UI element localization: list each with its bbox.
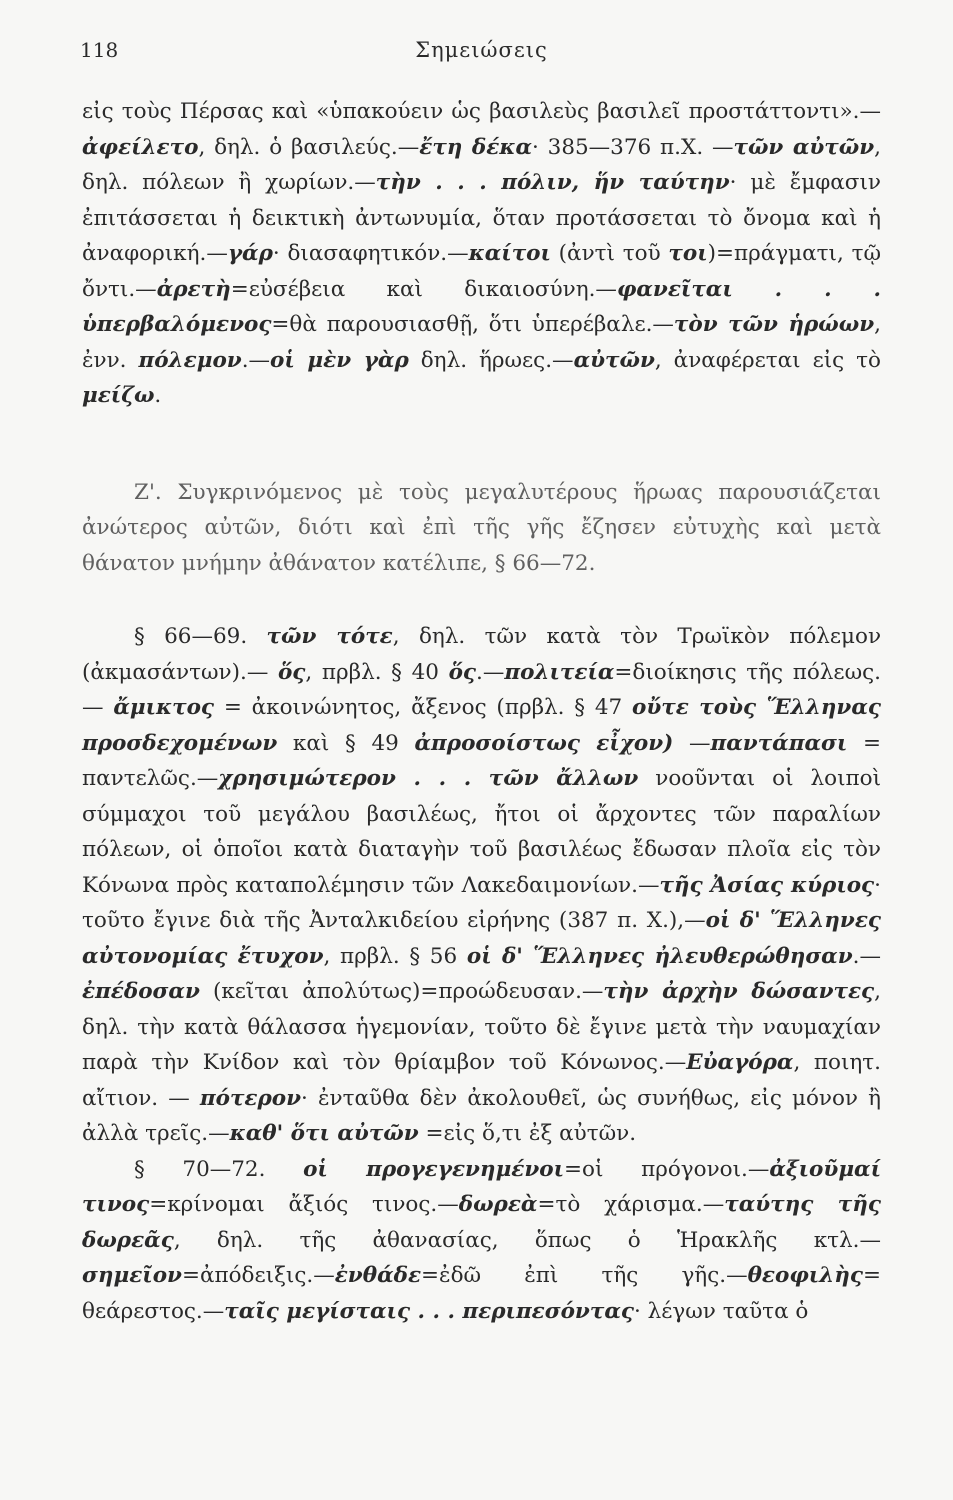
lemma-term: πόλεμον (138, 347, 242, 373)
gloss-text: , δηλ. πόλεων ἢ χωρίων.— (82, 134, 881, 195)
gloss-text: δηλ. ἥρωες.— (408, 347, 574, 373)
lemma-term: γάρ (227, 241, 273, 266)
gloss-text: , ἐνν. (82, 312, 881, 373)
gloss-text: · ἐνταῦθα δὲν ἀκολουθεῖ, ὡς συνήθως, εἰς μόνον ἢ ἀλλὰ τρεῖς.— (82, 1085, 881, 1146)
lemma-term: ὅς (448, 659, 477, 685)
lemma-term: ἀξιοῦμαί τινος (82, 1156, 882, 1217)
lemma-term: τοι (668, 241, 708, 266)
lemma-term: οἱ μὲν γὰρ (270, 347, 409, 373)
lemma-term: ταῖς μεγίσταις . . . περιπεσόντας (224, 1298, 634, 1324)
lemma-term: ταύτης τῆς δωρεᾶς (82, 1192, 881, 1253)
lemma-term: ἐνθάδε (334, 1263, 422, 1288)
gloss-text: = παντελῶς.— (82, 730, 881, 791)
gloss-text: =εἰς ὅ,τι ἐξ αὐτῶν. (418, 1121, 637, 1146)
lemma-term: οὔτε τοὺς Ἕλληνας προσδεχομένων (82, 695, 881, 756)
lemma-term: οἱ δ' Ἕλληνες ἠλευθερώθησαν (466, 943, 853, 969)
gloss-text: =εὐσέβεια καὶ δικαιοσύνη.— (230, 276, 617, 302)
gloss-text: (ἀντὶ τοῦ (550, 241, 669, 266)
lemma-term: τὴν ἀρχὴν δώσαντες (603, 979, 875, 1004)
section-summary (82, 475, 881, 582)
gloss-text: § 70—72. (134, 1156, 304, 1182)
gloss-text: (κεῖται ἀπολύτως)=προώδευσαν.— (199, 979, 604, 1004)
gloss-text: , δηλ. τῆς ἀθανασίας, ὅπως ὁ Ἡρακλῆς κτλ.— (173, 1227, 881, 1253)
lemma-term: δωρεὰ (458, 1192, 538, 1217)
gloss-text: · 385—376 π.Χ. — (531, 134, 734, 160)
lemma-term: τῶν τότε (266, 624, 393, 649)
lemma-term: τῶν αὐτῶν (733, 134, 875, 160)
gloss-text: =τὸ χάρισμα.— (537, 1192, 725, 1217)
gloss-text: § 66—69. (134, 624, 267, 649)
gloss-text: , ἀναφέρεται εἰς τὸ (654, 347, 881, 373)
page-body (82, 94, 881, 1329)
spacer (82, 581, 881, 619)
lemma-term: τὴν . . . πόλιν, ἥν ταύτην (375, 170, 730, 195)
gloss-text: , πρβλ. § 56 (323, 943, 467, 969)
lemma-term: ἀπροσοίστως εἶχον) (414, 730, 674, 756)
gloss-text: = θεάρεστος.— (82, 1263, 881, 1324)
gloss-text: )=πράγματι, τῷ ὄντι.— (82, 241, 882, 302)
lemma-term: ἀρετὴ (156, 276, 231, 302)
gloss-text: =κρίνομαι ἄξιός τινος.— (149, 1192, 459, 1217)
lemma-term: μείζω (82, 383, 155, 408)
lemma-term: Εὐαγόρα (686, 1050, 794, 1075)
gloss-text: , ποιητ. αἴτιον. — (82, 1050, 881, 1111)
lemma-term: οἱ δ' Ἕλληνες αὐτονομίας ἔτυχον (82, 908, 881, 969)
gloss-text: , πρβλ. § 40 (305, 659, 449, 685)
gloss-text: =θὰ παρουσιασθῇ, ὅτι ὑπερέβαλε.— (271, 312, 674, 337)
gloss-text: Ζ'. Συγκρινόμενος μὲ τοὺς μεγαλυτέρους ἥρωας παρουσιάζεται ἀνώτερος αὐτῶν, διότι καὶ ἐπὶ τῆς γῆς ἔζησεν εὐτυχὴς καὶ μετὰ θάνατον μνήμην ἀθάνατον κατέλιπε, § 66—72. (82, 479, 881, 576)
spacer (82, 414, 881, 475)
lemma-term: ἀφείλετο (82, 134, 199, 160)
lemma-term: ἔτη δέκα (419, 134, 532, 160)
page-number: 118 (80, 38, 119, 62)
lemma-term: παντάπασι (710, 730, 848, 756)
gloss-text: νοοῦνται οἱ λοιποὶ σύμμαχοι τοῦ μεγάλου βασιλέως, ἤτοι οἱ ἄρχοντες τῶν παραλίων πόλεων, οἱ ὁποῖοι κατὰ διαταγὴν τοῦ βασιλέως ἔδωσαν πλοῖα εἰς τὸν Κόνωνα πρὸς καταπολέμησιν τῶν Λακεδαιμονίων.— (82, 766, 881, 898)
lemma-term: σημεῖον (82, 1263, 182, 1288)
gloss-text: , δηλ. ὁ βασιλεύς.— (198, 134, 420, 160)
gloss-text: · μὲ ἔμφασιν ἐπιτάσσεται ἡ δεικτικὴ ἀντωνυμία, ὅταν προτάσσεται τὸ ὄνομα καὶ ἡ ἀναφορική.— (82, 170, 881, 266)
gloss-text: · τοῦτο ἔγινε διὰ τῆς Ἀνταλκιδείου εἰρήνης (387 π. Χ.),— (82, 872, 881, 933)
lemma-term: φανεῖται . . . ὑπερβαλόμενος (82, 276, 881, 337)
gloss-text: .— (476, 659, 505, 685)
gloss-text: = ἀκοινώνητος, ἄξενος (πρβλ. § 47 (214, 695, 633, 720)
gloss-text: . (154, 383, 162, 408)
gloss-text: · λέγων ταῦτα ὁ (633, 1298, 809, 1324)
notes-paragraph-2 (82, 619, 881, 1152)
lemma-term: ὅς (277, 659, 306, 685)
lemma-term: πολιτεία (504, 659, 615, 685)
gloss-text: .— (852, 943, 881, 969)
notes-paragraph-3 (82, 1152, 881, 1330)
lemma-term: χρησιμώτερον . . . τῶν ἄλλων (218, 766, 639, 791)
lemma-term: τῆς Ἀσίας κύριος (659, 872, 875, 898)
page-header (80, 38, 883, 74)
lemma-term: οἱ προγεγενημένοι (303, 1156, 565, 1182)
running-head: Σημειώσεις (415, 38, 548, 62)
gloss-text: =ἀπόδειξις.— (181, 1263, 335, 1288)
gloss-text: .— (241, 347, 271, 373)
gloss-text: εἰς τοὺς Πέρσας καὶ «ὑπακούειν ὡς βασιλεὺς βασιλεῖ προστάττοντι».— (82, 99, 881, 124)
gloss-text: · διασαφητικόν.— (272, 241, 469, 266)
lemma-term: θεοφιλὴς (747, 1263, 863, 1288)
gloss-text: =οἱ πρόγονοι.— (564, 1156, 770, 1182)
gloss-text: =ἐδῶ ἐπὶ τῆς γῆς.— (421, 1263, 748, 1288)
gloss-text: , δηλ. τῶν κατὰ τὸν Τρωϊκὸν πόλεμον (ἀκμασάντων).— (82, 624, 882, 685)
lemma-term: καίτοι (468, 241, 551, 266)
gloss-text: =διοίκησις τῆς πόλεως.— (82, 659, 881, 720)
lemma-term: ἄμικτος (113, 695, 215, 720)
gloss-text: — (673, 730, 711, 756)
gloss-text: , δηλ. τὴν κατὰ θάλασσα ἡγεμονίαν, τοῦτο δὲ ἔγινε μετὰ τὴν ναυμαχίαν παρὰ τὴν Κνίδον καὶ τὸν θρίαμβον τοῦ Κόνωνος.— (82, 979, 881, 1075)
gloss-text: καὶ § 49 (277, 730, 415, 756)
lemma-term: καθ' ὅτι αὐτῶν (229, 1121, 419, 1146)
lemma-term: αὐτῶν (573, 347, 655, 373)
lemma-term: ἐπέδοσαν (82, 979, 200, 1004)
lemma-term: τὸν τῶν ἡρώων (673, 312, 875, 337)
lemma-term: πότερον (199, 1085, 302, 1111)
notes-paragraph-1 (82, 94, 881, 414)
